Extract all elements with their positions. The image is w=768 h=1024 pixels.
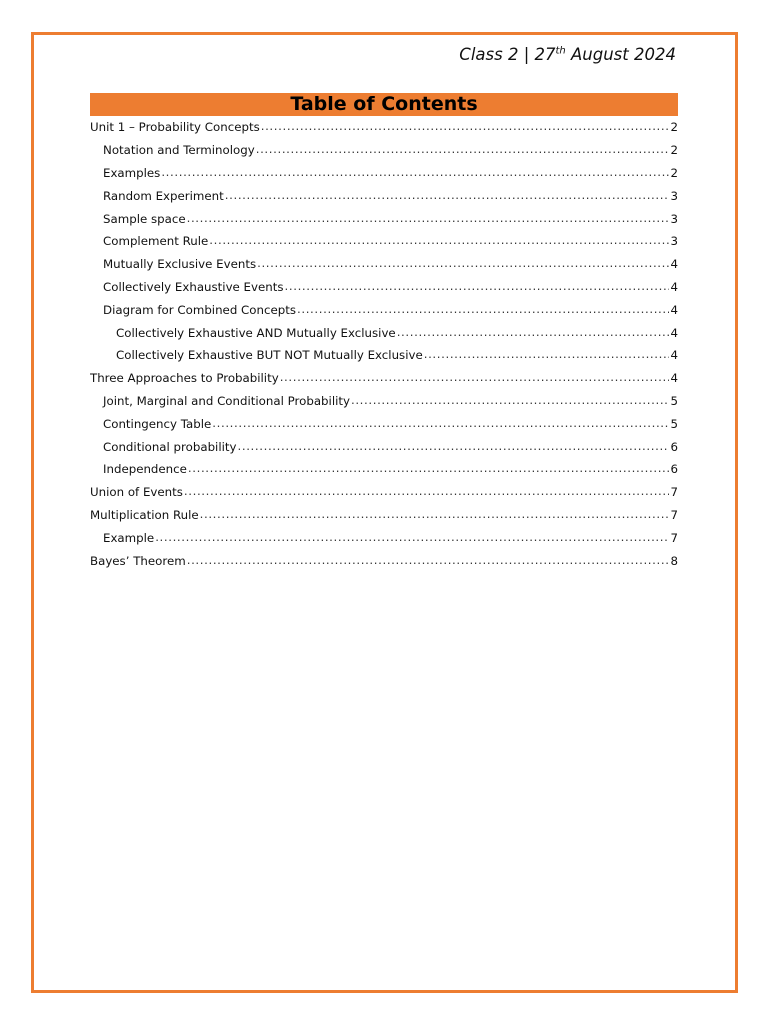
toc-entry[interactable] xyxy=(90,526,678,549)
toc-dot-leader xyxy=(238,439,670,453)
toc-entry[interactable] xyxy=(90,412,678,435)
header-text-superscript: th xyxy=(555,45,566,57)
toc-entry-page-number[interactable]: 4 xyxy=(670,279,678,294)
toc-entry-label[interactable]: Collectively Exhaustive BUT NOT Mutually Exclusive xyxy=(116,348,423,363)
toc-entry[interactable] xyxy=(90,458,678,481)
toc-entry-page-number[interactable]: 4 xyxy=(670,371,678,386)
toc-entry-page-number[interactable]: 4 xyxy=(670,325,678,340)
toc-dot-leader xyxy=(209,233,669,247)
toc-entry-label[interactable]: Examples xyxy=(103,165,161,180)
page-header xyxy=(459,45,676,64)
toc-entry-page-number[interactable]: 2 xyxy=(670,143,678,158)
toc-entry-label[interactable]: Collectively Exhaustive Events xyxy=(103,279,284,294)
toc-dot-leader xyxy=(187,211,670,225)
toc-dot-leader xyxy=(280,370,670,384)
toc-entry-page-number[interactable]: 3 xyxy=(670,188,678,203)
toc-entry-page-number[interactable]: 4 xyxy=(670,302,678,317)
header-text-prefix: Class 2 | 27 xyxy=(459,45,556,64)
toc-entry-label[interactable]: Example xyxy=(103,530,155,545)
toc-entry-page-number[interactable]: 3 xyxy=(670,234,678,249)
toc-entry-page-number[interactable]: 4 xyxy=(670,348,678,363)
toc-dot-leader xyxy=(424,347,670,361)
toc-entry[interactable] xyxy=(90,298,678,321)
toc-entry[interactable] xyxy=(90,139,678,162)
toc-entry[interactable] xyxy=(90,162,678,185)
toc-entry-label[interactable]: Sample space xyxy=(103,211,186,226)
toc-entry-label[interactable]: Contingency Table xyxy=(103,416,212,431)
toc-entry[interactable] xyxy=(90,276,678,299)
toc-entry[interactable] xyxy=(90,367,678,390)
toc-entry-label[interactable]: Three Approaches to Probability xyxy=(90,371,279,386)
toc-dot-leader xyxy=(351,393,670,407)
toc-entry[interactable] xyxy=(90,390,678,413)
toc-entry-page-number[interactable]: 8 xyxy=(670,553,678,568)
toc-entry[interactable] xyxy=(90,481,678,504)
toc-entry-label[interactable]: Random Experiment xyxy=(103,188,224,203)
toc-entry-label[interactable]: Union of Events xyxy=(90,485,183,500)
toc-dot-leader xyxy=(184,484,670,498)
toc-entry-label[interactable]: Notation and Terminology xyxy=(103,143,255,158)
toc-dot-leader xyxy=(297,302,669,316)
toc-entry[interactable] xyxy=(90,321,678,344)
toc-entry[interactable] xyxy=(90,504,678,527)
toc-entry-page-number[interactable]: 7 xyxy=(670,485,678,500)
toc-dot-leader xyxy=(200,507,670,521)
toc-dot-leader xyxy=(261,119,670,133)
toc-entry[interactable] xyxy=(90,344,678,367)
toc-entry[interactable] xyxy=(90,230,678,253)
toc-entry-label[interactable]: Diagram for Combined Concepts xyxy=(103,302,296,317)
toc-entry-page-number[interactable]: 2 xyxy=(670,165,678,180)
toc-entry-page-number[interactable]: 6 xyxy=(670,462,678,477)
toc-entry[interactable] xyxy=(90,207,678,230)
toc-entry-label[interactable]: Independence xyxy=(103,462,187,477)
toc-entry[interactable] xyxy=(90,253,678,276)
toc-entry-page-number[interactable]: 2 xyxy=(670,120,678,135)
header-text-suffix: August 2024 xyxy=(565,45,676,64)
toc-dot-leader xyxy=(225,188,670,202)
toc-entry-page-number[interactable]: 7 xyxy=(670,507,678,522)
toc-entry-label[interactable]: Bayes’ Theorem xyxy=(90,553,186,568)
toc-entry-page-number[interactable]: 5 xyxy=(670,416,678,431)
toc-entry-label[interactable]: Joint, Marginal and Conditional Probability xyxy=(103,393,350,408)
toc-dot-leader xyxy=(187,553,670,567)
toc-dot-leader xyxy=(285,279,670,293)
toc-entry-page-number[interactable]: 7 xyxy=(670,530,678,545)
toc-entry[interactable] xyxy=(90,549,678,572)
toc-entry-page-number[interactable]: 6 xyxy=(670,439,678,454)
toc-entry-label[interactable]: Mutually Exclusive Events xyxy=(103,257,257,272)
toc-dot-leader xyxy=(257,256,669,270)
toc-entry-label[interactable]: Multiplication Rule xyxy=(90,507,199,522)
toc-dot-leader xyxy=(161,165,669,179)
toc-entry[interactable] xyxy=(90,116,678,139)
toc-entry[interactable] xyxy=(90,184,678,207)
toc-dot-leader xyxy=(212,416,669,430)
toc-dot-leader xyxy=(397,325,670,339)
toc-dot-leader xyxy=(155,530,669,544)
toc-entry-label[interactable]: Unit 1 – Probability Concepts xyxy=(90,120,260,135)
toc-title: Table of Contents xyxy=(90,93,678,116)
toc-dot-leader xyxy=(188,461,670,475)
toc-entry-label[interactable]: Complement Rule xyxy=(103,234,209,249)
toc-entry[interactable] xyxy=(90,435,678,458)
toc-entry-label[interactable]: Conditional probability xyxy=(103,439,237,454)
toc-dot-leader xyxy=(256,142,670,156)
toc-entry-label[interactable]: Collectively Exhaustive AND Mutually Exclusive xyxy=(116,325,396,340)
toc-entry-page-number[interactable]: 4 xyxy=(670,257,678,272)
toc-entry-page-number[interactable]: 3 xyxy=(670,211,678,226)
toc-list xyxy=(90,116,678,572)
toc-entry-page-number[interactable]: 5 xyxy=(670,393,678,408)
